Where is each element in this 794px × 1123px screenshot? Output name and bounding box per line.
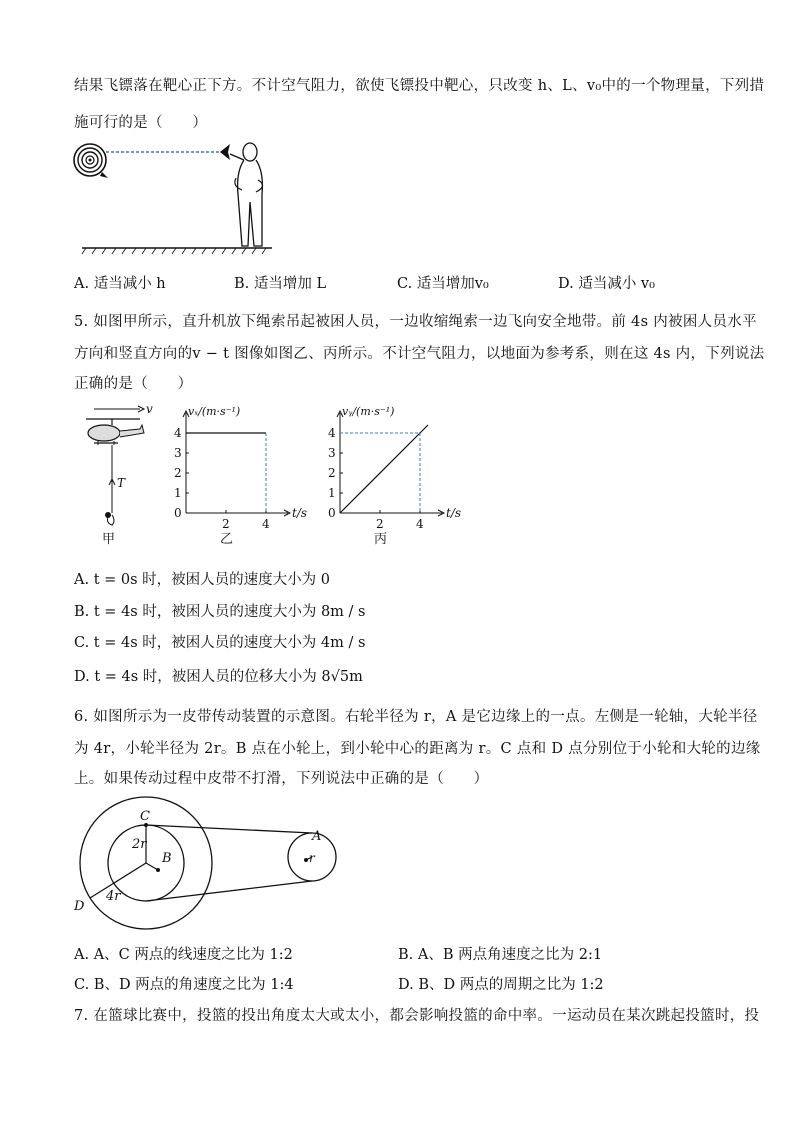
y-tick-label: 1 xyxy=(328,486,336,500)
y-tick-label: 4 xyxy=(174,426,182,440)
q5-option-b: B. t = 4s 时，被困人员的速度大小为 8m / s xyxy=(74,604,366,620)
figure-label-bing: 丙 xyxy=(374,532,388,547)
helicopter-figure xyxy=(72,402,162,547)
y-tick-label: 2 xyxy=(328,466,336,480)
q6-option-d: D. B、D 两点的周期之比为 1:2 xyxy=(398,977,604,993)
y-tick-label: 0 xyxy=(174,506,182,520)
belt-drive-figure xyxy=(74,800,354,930)
velocity-label-v: v xyxy=(146,402,153,416)
vy-t-chart xyxy=(314,405,474,545)
vx-t-chart xyxy=(160,405,320,545)
q4-text-line-2: 施可行的是（ ） xyxy=(74,115,208,131)
q6-text-line-1: 6. 如图所示为一皮带传动装置的示意图。右轮半径为 r，A 是它边缘上的一点。左侧是一轮轴，大轮半径 xyxy=(74,709,758,725)
y-tick-label: 2 xyxy=(174,466,182,480)
point-label-D: D xyxy=(74,899,85,914)
q6-text-line-2: 为 4r，小轮半径为 2r。B 点在小轮上，到小轮中心的距离为 r。C 点和 D 点分别位于小轮和大轮的边缘 xyxy=(74,741,761,757)
q4-option-c: C. 适当增加v₀ xyxy=(397,276,489,292)
point-label-B: B xyxy=(162,851,172,866)
q4-option-b: B. 适当增加 L xyxy=(234,276,327,292)
q6-option-c: C. B、D 两点的角速度之比为 1:4 xyxy=(74,977,294,993)
x-tick-label: 4 xyxy=(262,517,270,531)
q5-option-d: D. t = 4s 时，被困人员的位移大小为 8√5m xyxy=(74,669,363,685)
y-axis-label: vᵧ/(m·s⁻¹) xyxy=(342,405,395,418)
x-axis-label: t/s xyxy=(292,506,308,520)
figure-label-yi: 乙 xyxy=(220,532,234,547)
radius-label-4r: 4r xyxy=(106,889,121,904)
point-label-A: A xyxy=(312,829,322,844)
q4-option-a: A. 适当减小 h xyxy=(74,276,166,292)
x-tick-label: 2 xyxy=(222,517,230,531)
x-tick-label: 2 xyxy=(376,517,384,531)
y-tick-label: 0 xyxy=(328,506,336,520)
y-tick-label: 1 xyxy=(174,486,182,500)
radius-label-r: r xyxy=(309,851,315,865)
y-tick-label: 3 xyxy=(328,446,336,460)
q4-text-line-1: 结果飞镖落在靶心正下方。不计空气阻力，欲使飞镖投中靶心，只改变 h、L、v₀中的一个物理量，下列措 xyxy=(74,78,765,94)
q5-text-line-3: 正确的是（ ） xyxy=(74,376,193,392)
q4-option-d: D. 适当减小 v₀ xyxy=(558,276,655,292)
tension-label-T: T xyxy=(117,476,126,490)
x-tick-label: 4 xyxy=(416,517,424,531)
y-tick-label: 4 xyxy=(328,426,336,440)
x-axis-label: t/s xyxy=(446,506,462,520)
radius-label-2r: 2r xyxy=(132,837,147,852)
dart-target-figure xyxy=(72,138,272,258)
q6-text-line-3: 上。如果传动过程中皮带不打滑，下列说法中正确的是（ ） xyxy=(74,771,489,787)
q7-text-line-1: 7. 在篮球比赛中，投篮的投出角度太大或太小，都会影响投篮的命中率。一运动员在某次跳起投篮时，投 xyxy=(74,1008,760,1024)
q6-option-b: B. A、B 两点角速度之比为 2:1 xyxy=(398,947,603,963)
q5-option-a: A. t = 0s 时，被困人员的速度大小为 0 xyxy=(74,572,330,588)
q5-text-line-1: 5. 如图甲所示，直升机放下绳索吊起被困人员，一边收缩绳索一边飞向安全地带。前 4s 内被困人员水平 xyxy=(74,314,757,330)
q5-option-c: C. t = 4s 时，被困人员的速度大小为 4m / s xyxy=(74,635,366,651)
figure-label-jia: 甲 xyxy=(102,532,116,547)
y-tick-label: 3 xyxy=(174,446,182,460)
series-line xyxy=(340,425,428,513)
point-label-C: C xyxy=(140,809,150,824)
y-axis-label: vₓ/(m·s⁻¹) xyxy=(188,405,241,418)
q5-text-line-2: 方向和竖直方向的v − t 图像如图乙、丙所示。不计空气阻力，以地面为参考系，则在这 4s 内，下列说法 xyxy=(74,346,765,362)
q6-option-a: A. A、C 两点的线速度之比为 1:2 xyxy=(74,947,293,963)
